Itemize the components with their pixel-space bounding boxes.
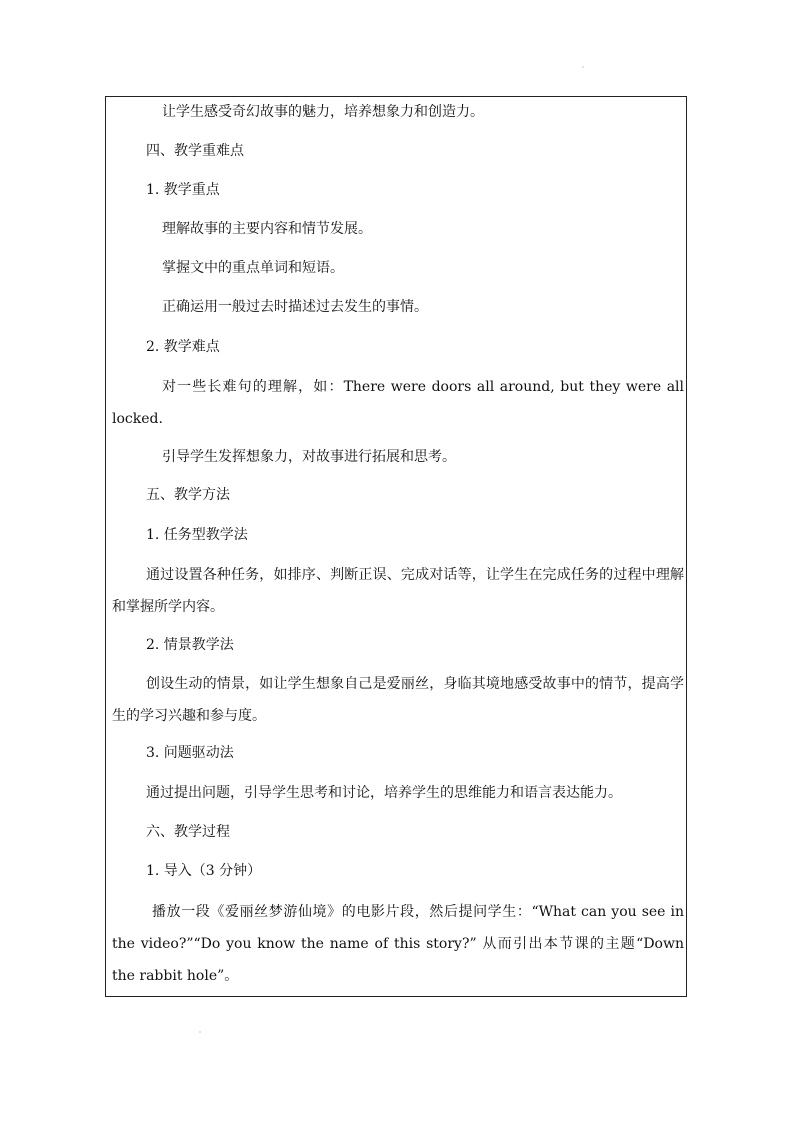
page-mark — [199, 1031, 201, 1033]
section-heading-teaching-process: 六、教学过程 — [146, 824, 230, 840]
process-step-title: 1. 导入（3 分钟） — [146, 863, 262, 879]
subheading-difficult-points: 2. 教学难点 — [146, 339, 220, 355]
method-description: 创设生动的情景，如让学生想象自己是爱丽丝，身临其境地感受故事中的情节，提高学生的学习兴趣和参与度。 — [112, 676, 684, 724]
process-step-description: 播放一段《爱丽丝梦游仙境》的电影片段，然后提问学生：“What can you see in the video?”“Do you know the name of this story?” 从而引出本节课的主题“Down the rabbit hole”。 — [112, 904, 684, 984]
lesson-plan-table-cell — [105, 96, 687, 997]
difficult-point-sentence: 对一些长难句的理解，如：There were doors all around, but they were all locked. — [112, 379, 684, 427]
section-heading-teaching-methods: 五、教学方法 — [146, 487, 230, 503]
difficult-point-item: 引导学生发挥想象力，对故事进行拓展和思考。 — [162, 449, 456, 465]
section-heading-key-difficult-points: 四、教学重难点 — [146, 143, 244, 159]
page-mark — [582, 66, 584, 68]
method-title: 2. 情景教学法 — [146, 637, 234, 653]
key-point-item: 掌握文中的重点单词和短语。 — [162, 260, 344, 276]
method-description: 通过设置各种任务，如排序、判断正误、完成对话等，让学生在完成任务的过程中理解和掌握所学内容。 — [112, 567, 684, 615]
method-title: 1. 任务型教学法 — [146, 527, 248, 543]
subheading-key-points: 1. 教学重点 — [146, 182, 220, 198]
key-point-item: 理解故事的主要内容和情节发展。 — [162, 221, 372, 237]
goal-line: 让学生感受奇幻故事的魅力，培养想象力和创造力。 — [162, 104, 484, 120]
key-point-item: 正确运用一般过去时描述过去发生的事情。 — [162, 299, 428, 315]
method-title: 3. 问题驱动法 — [146, 745, 234, 761]
method-description: 通过提出问题，引导学生思考和讨论，培养学生的思维能力和语言表达能力。 — [146, 785, 622, 801]
